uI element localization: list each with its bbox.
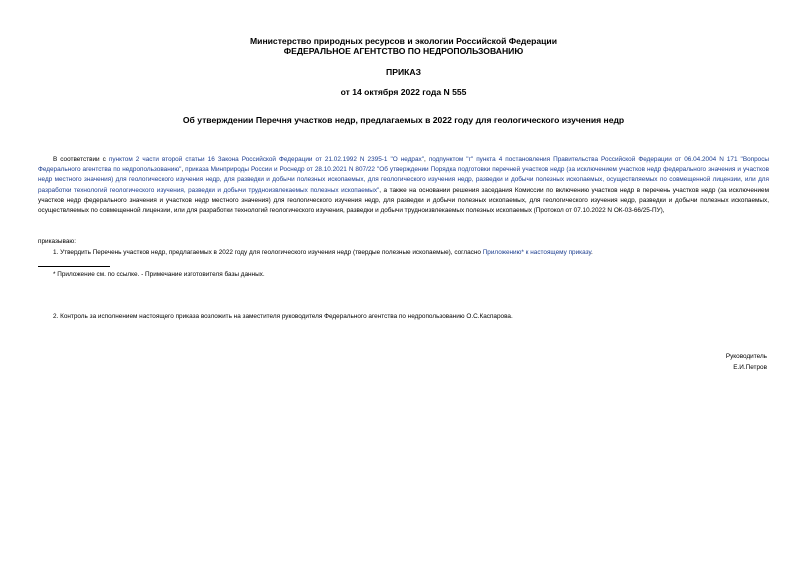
footnote-divider: [38, 266, 110, 267]
document-type: ПРИКАЗ: [386, 67, 421, 77]
ministry-name: Министерство природных ресурсов и экологии Российской Федерации: [250, 36, 557, 46]
ministry-order-link[interactable]: приказа Минприроды России и Роснедр от 28.10.2021 N 807/22 "Об утверждении Порядка подготовки перечней участков недр (за исключением участков недр федерального значения и участков недр местного значения) для геологического изучения недр, для разведки и добычи полезных ископаемых, для геологического изучения недр, разведки и добычи полезных ископаемых, осуществляемых по совмещенной лицензии, или для разработки технологий геологического изучения, разведки и добычи трудноизвлекаемых полезных ископаемых": [38, 166, 769, 194]
order-item-2: 2. Контроль за исполнением настоящего приказа возложить на заместителя руководителя Федерального агентства по недропользованию О.С.Каспарова.: [53, 313, 513, 320]
document-date-number: от 14 октября 2022 года N 555: [340, 87, 467, 97]
preamble-text-3: ,: [181, 166, 186, 174]
agency-name: ФЕДЕРАЛЬНОЕ АГЕНТСТВО ПО НЕДРОПОЛЬЗОВАНИЮ: [283, 46, 524, 56]
signature-name: Е.И.Петров: [733, 364, 767, 371]
document-title: Об утверждении Перечня участков недр, предлагаемых в 2022 году для геологического изучения недр: [182, 115, 625, 125]
item1-text-2: .: [591, 249, 593, 256]
item1-text-1: 1. Утвердить Перечень участков недр, предлагаемых в 2022 году для геологического изучения недр (твердые полезные ископаемые), согласно: [53, 249, 483, 256]
order-word: приказываю:: [38, 238, 76, 245]
preamble-paragraph: [38, 155, 769, 216]
government-decree-link[interactable]: подпунктом "г" пункта 4 постановления Правительства Российской Федерации от 06.04.2004 N 171 "Вопросы Федерального агентства по недропользованию": [38, 156, 769, 174]
law-link[interactable]: пунктом 2 части второй статьи 16 Закона Российской Федерации от 21.02.1992 N 2395-1 "О недрах": [108, 156, 424, 163]
preamble-text-2: ,: [424, 156, 429, 163]
appendix-link[interactable]: Приложению* к настоящему приказу: [482, 249, 591, 256]
order-item-1: [38, 248, 769, 258]
footnote: * Приложение см. по ссылке. - Примечание изготовителя базы данных.: [53, 271, 265, 278]
signature-position: Руководитель: [725, 353, 767, 360]
preamble-text-4: , а также на основании решения заседания Комиссии по включению участков недр в перечень участков недр (за исключением участков недр федерального значения и участков недр местного значения) для геологического изучения недр, для разведки и добычи полезных ископаемых, для геологического изучения недр, разведки и добычи полезных ископаемых, осуществляемых по совмещенной лицензии, или для разработки технологий геологического изучения, разведки и добычи трудноизвлекаемых полезных ископаемых (Протокол от 07.10.2022 N ОК-03-66/25-ПУ),: [38, 186, 769, 215]
preamble-text-1: В соответствии с: [53, 156, 109, 163]
